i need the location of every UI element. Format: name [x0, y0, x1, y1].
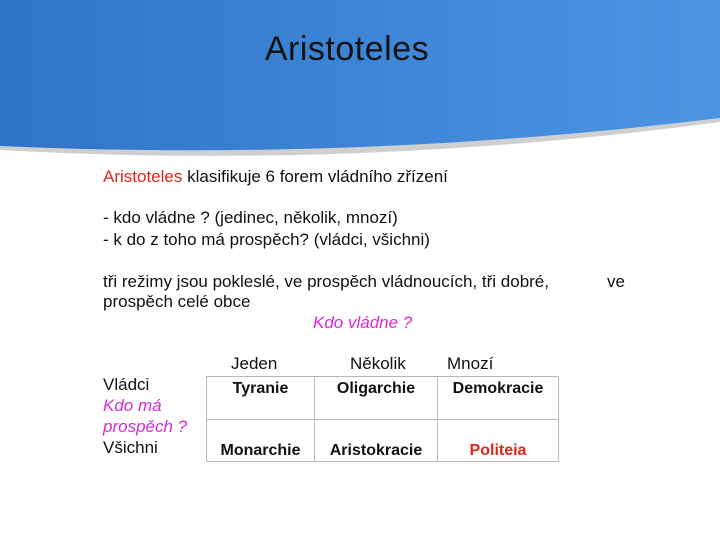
table-cell-monarchie: Monarchie [220, 442, 301, 459]
question-who-rules: - kdo vládne ? (jedinec, několik, mnozí) [103, 208, 398, 227]
row-axis-label-line1: Kdo má [103, 396, 162, 415]
table-cell-aristokracie: Aristokracie [329, 442, 423, 459]
row-label-vsichni: Všichni [103, 438, 158, 457]
intro-rest: klasifikuje 6 forem vládního zřízení [187, 167, 448, 186]
table-border-right [558, 376, 559, 462]
column-header-nekolik: Několik [350, 354, 406, 373]
table-cell-demokracie: Demokracie [452, 380, 544, 397]
table-border-bottom [206, 461, 559, 462]
table-cell-oligarchie: Oligarchie [336, 380, 416, 397]
question-who-benefits: - k do z toho má prospěch? (vládci, všichni) [103, 230, 430, 249]
table-row-divider [206, 419, 559, 420]
regimes-line-2: prospěch celé obce [103, 292, 251, 311]
table-border-top [206, 376, 559, 377]
slide-title: Aristoteles [264, 30, 430, 68]
intro-line [103, 167, 448, 187]
intro-highlight: Aristoteles [103, 167, 183, 186]
regimes-line-1: tři režimy jsou pokleslé, ve prospěch vládnoucích, tři dobré, [103, 272, 549, 291]
header-fill [0, 0, 720, 150]
header-band [0, 0, 720, 160]
row-label-vladci: Vládci [103, 375, 150, 394]
column-axis-label: Kdo vládne ? [313, 313, 413, 332]
row-axis-label-line2: prospěch ? [103, 417, 188, 436]
column-header-jeden: Jeden [231, 354, 278, 373]
table-cell-politeia: Politeia [469, 442, 527, 459]
regimes-line-1-tail: ve [607, 272, 625, 291]
table-cell-tyranie: Tyranie [232, 380, 289, 397]
column-header-mnozi: Mnozí [447, 354, 494, 373]
